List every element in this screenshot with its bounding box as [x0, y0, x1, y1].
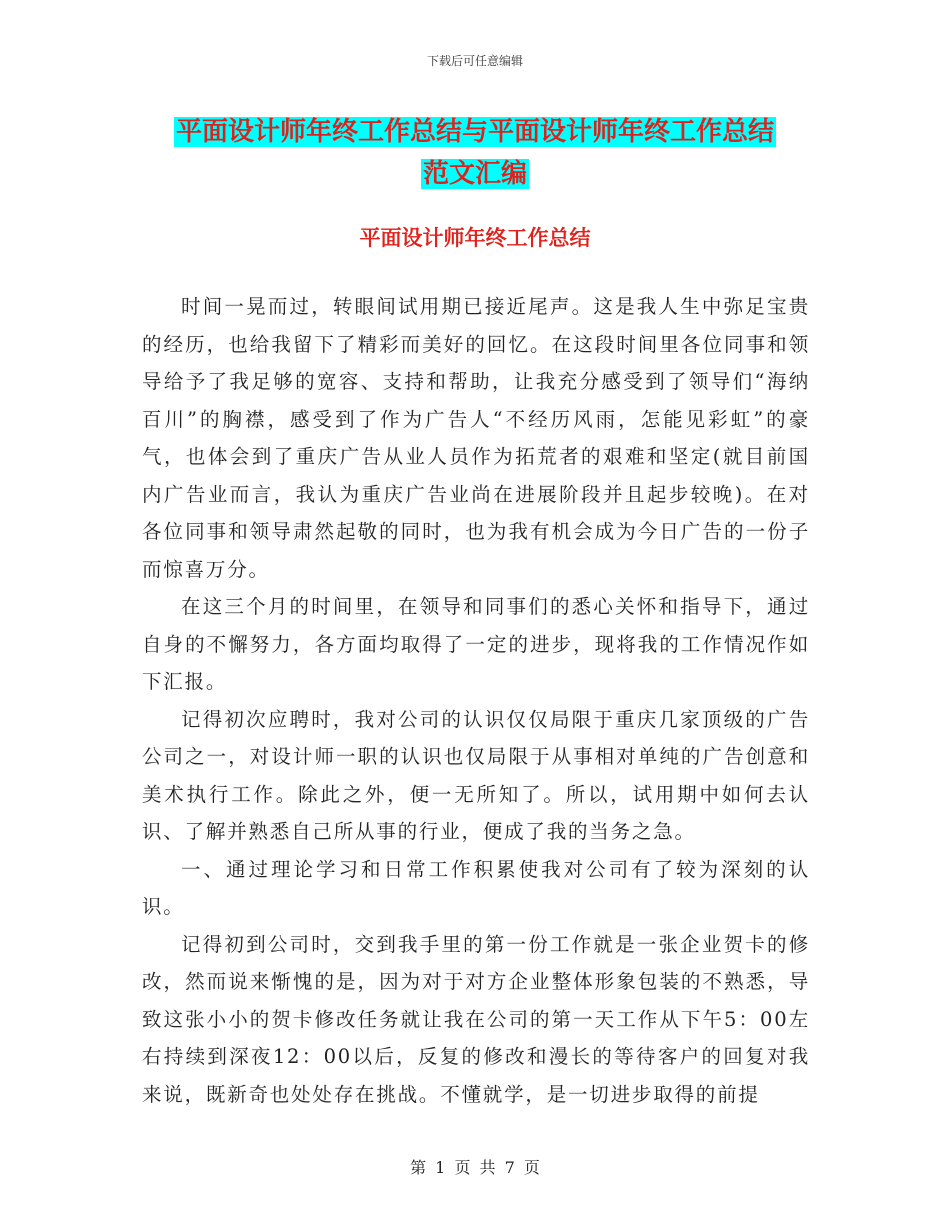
page-footer: 第 1 页 共 7 页 [410, 1158, 540, 1177]
title-highlight-2: 范文汇编 [422, 159, 527, 189]
paragraph: 记得初到公司时，交到我手里的第一份工作就是一张企业贺卡的修改，然而说来惭愧的是，因为对于对方企业整体形象包装的不熟悉，导致这张小小的贺卡修改任务就让我在公司的第一天工作从下午5：00左右持续到深夜12：00以后，反复的修改和漫长的等待客户的回复对我来说，既新奇也处处存在挑战。不懂就学，是一切进步取得的前提 [142, 932, 810, 1106]
paragraph: 在这三个月的时间里，在领导和同事们的悉心关怀和指导下，通过自身的不懈努力，各方面均取得了一定的进步，现将我的工作情况作如下汇报。 [142, 595, 810, 693]
document-body [142, 288, 810, 1113]
title-highlight-1: 平面设计师年终工作总结与平面设计师年终工作总结 [175, 117, 774, 147]
paragraph: 一、通过理论学习和日常工作积累使我对公司有了较为深刻的认识。 [142, 857, 810, 918]
header-note: 下载后可任意编辑 [426, 54, 523, 68]
paragraph: 时间一晃而过，转眼间试用期已接近尾声。这是我人生中弥足宝贵的经历，也给我留下了精彩而美好的回忆。在这段时间里各位同事和领导给予了我足够的宽容、支持和帮助，让我充分感受到了领导们“海纳百川”的胸襟，感受到了作为广告人“不经历风雨，怎能见彩虹”的豪气，也体会到了重庆广告从业人员作为拓荒者的艰难和坚定(就目前国内广告业而言，我认为重庆广告业尚在进展阶段并且起步较晚)。在对各位同事和领导肃然起敬的同时，也为我有机会成为今日广告的一份子而惊喜万分。 [142, 295, 810, 581]
document-title-line2 [150, 154, 800, 194]
paragraph: 记得初次应聘时，我对公司的认识仅仅局限于重庆几家顶级的广告公司之一，对设计师一职的认识也仅局限于从事相对单纯的广告创意和美术执行工作。除此之外，便一无所知了。所以，试用期中如何去认识、了解并熟悉自己所从事的行业，便成了我的当务之急。 [142, 707, 810, 843]
section-heading: 平面设计师年终工作总结 [359, 225, 591, 250]
document-title-line1 [150, 112, 800, 152]
